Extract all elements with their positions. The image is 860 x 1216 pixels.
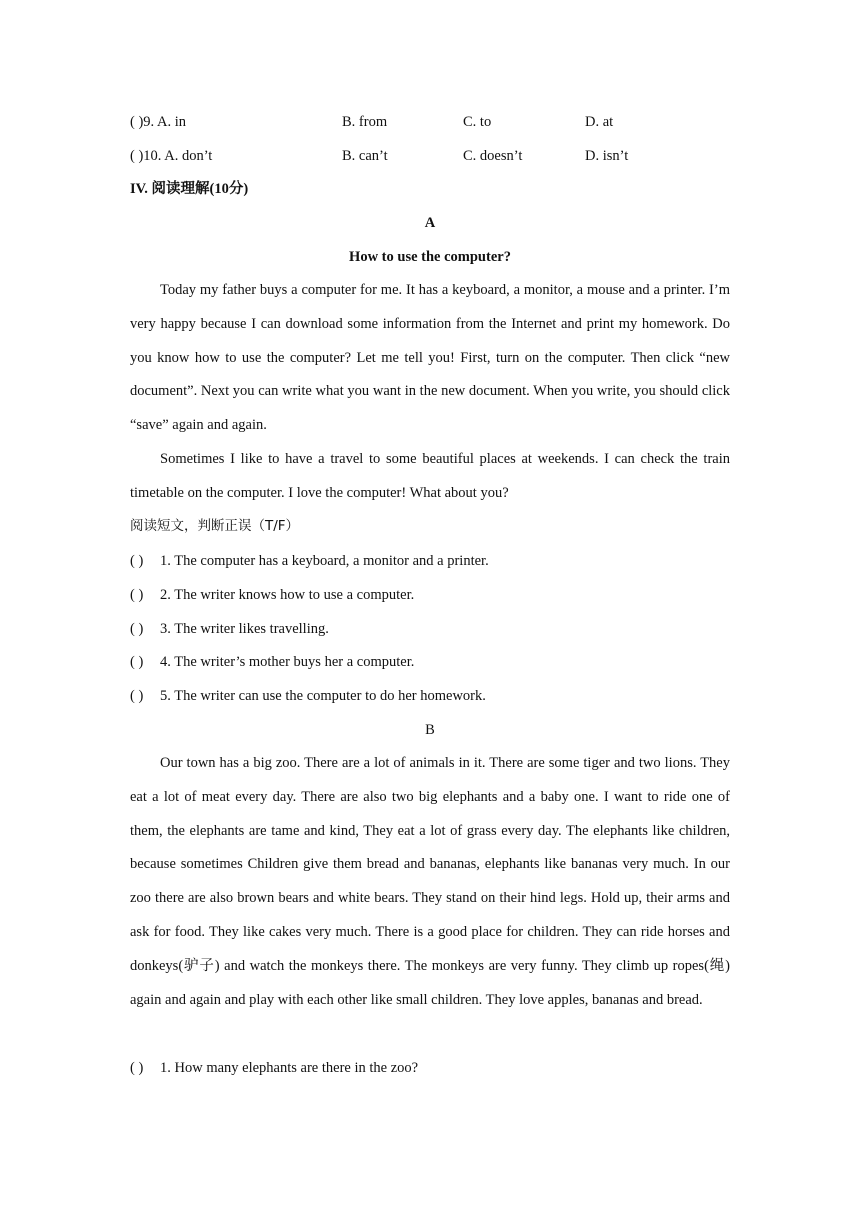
passage-b-question-1: [130, 1058, 418, 1078]
passage-b-paragraph: Our town has a big zoo. There are a lot of animals in it. There are some tiger and two lions. They eat a lot of meat every day. There are also two big elephants and a baby one. I want to ride one of them, the elephants are tame and kind, They eat a lot of grass every day. The elephants like children, because sometimes Children give them bread and bananas, elephants like bananas very much. In our zoo there are also brown bears and white bears. They stand on their hind legs. Hold up, their arms and ask for food. They like cakes very much. There is a good place for children. They can ride horses and donkeys(驴子) and watch the monkeys there. The monkeys are very funny. They climb up ropes(绳) again and again and play with each other like small children. They love apples, bananas and bread.: [130, 755, 730, 1008]
question-9-options: [130, 112, 730, 132]
answer-blank[interactable]: ( ): [130, 1060, 144, 1076]
answer-blank[interactable]: ( ): [130, 587, 144, 603]
question-10-option-b: B. can’t: [342, 148, 388, 164]
question-text: 5. The writer can use the computer to do her homework.: [160, 688, 486, 704]
question-text: 2. The writer knows how to use a computer.: [160, 587, 415, 603]
answer-blank[interactable]: ( ): [130, 688, 144, 704]
passage-a-question-4: [130, 652, 414, 672]
passage-a-paragraph-1: Today my father buys a computer for me. It has a keyboard, a monitor, a mouse and a printer. I’m very happy because I can download some information from the Internet and print my homework. Do you know how to use the computer? Let me tell you! First, turn on the computer. Then click “new document”. Next you can write what you want in the new document. When you write, you should click “save” again and again.: [130, 282, 730, 434]
question-text: 1. The computer has a keyboard, a monitor and a printer.: [160, 553, 489, 569]
question-9-option-d: D. at: [585, 114, 614, 130]
answer-blank[interactable]: ( ): [130, 553, 144, 569]
question-9-option-c: C. to: [463, 114, 492, 130]
question-10-option-d: D. isn’t: [585, 148, 629, 164]
passage-a-instruction: 阅读短文，判断正误（T/F）: [130, 518, 300, 534]
passage-a-paragraph-2: Sometimes I like to have a travel to some beautiful places at weekends. I can check the train timetable on the computer. I love the computer! What about you?: [130, 451, 730, 501]
passage-a-title: How to use the computer?: [349, 249, 511, 265]
question-text: 1. How many elephants are there in the zoo?: [160, 1060, 419, 1076]
passage-a-question-1: [130, 551, 489, 571]
question-10-options: [130, 146, 730, 166]
passage-a-question-5: [130, 686, 486, 706]
answer-blank[interactable]: ( ): [130, 654, 144, 670]
passage-a-question-3: [130, 619, 329, 639]
question-10-option-c: C. doesn’t: [463, 148, 523, 164]
question-text: 4. The writer’s mother buys her a computer.: [160, 654, 415, 670]
passage-b-label: B: [425, 722, 435, 738]
question-9-option-a: ( )9. A. in: [130, 114, 186, 130]
question-text: 3. The writer likes travelling.: [160, 621, 329, 637]
question-10-option-a: ( )10. A. don’t: [130, 148, 213, 164]
question-9-option-b: B. from: [342, 114, 388, 130]
passage-a-question-2: [130, 585, 414, 605]
answer-blank[interactable]: ( ): [130, 621, 144, 637]
section-heading: IV. 阅读理解(10分): [130, 181, 249, 197]
passage-a-label: A: [424, 215, 436, 231]
